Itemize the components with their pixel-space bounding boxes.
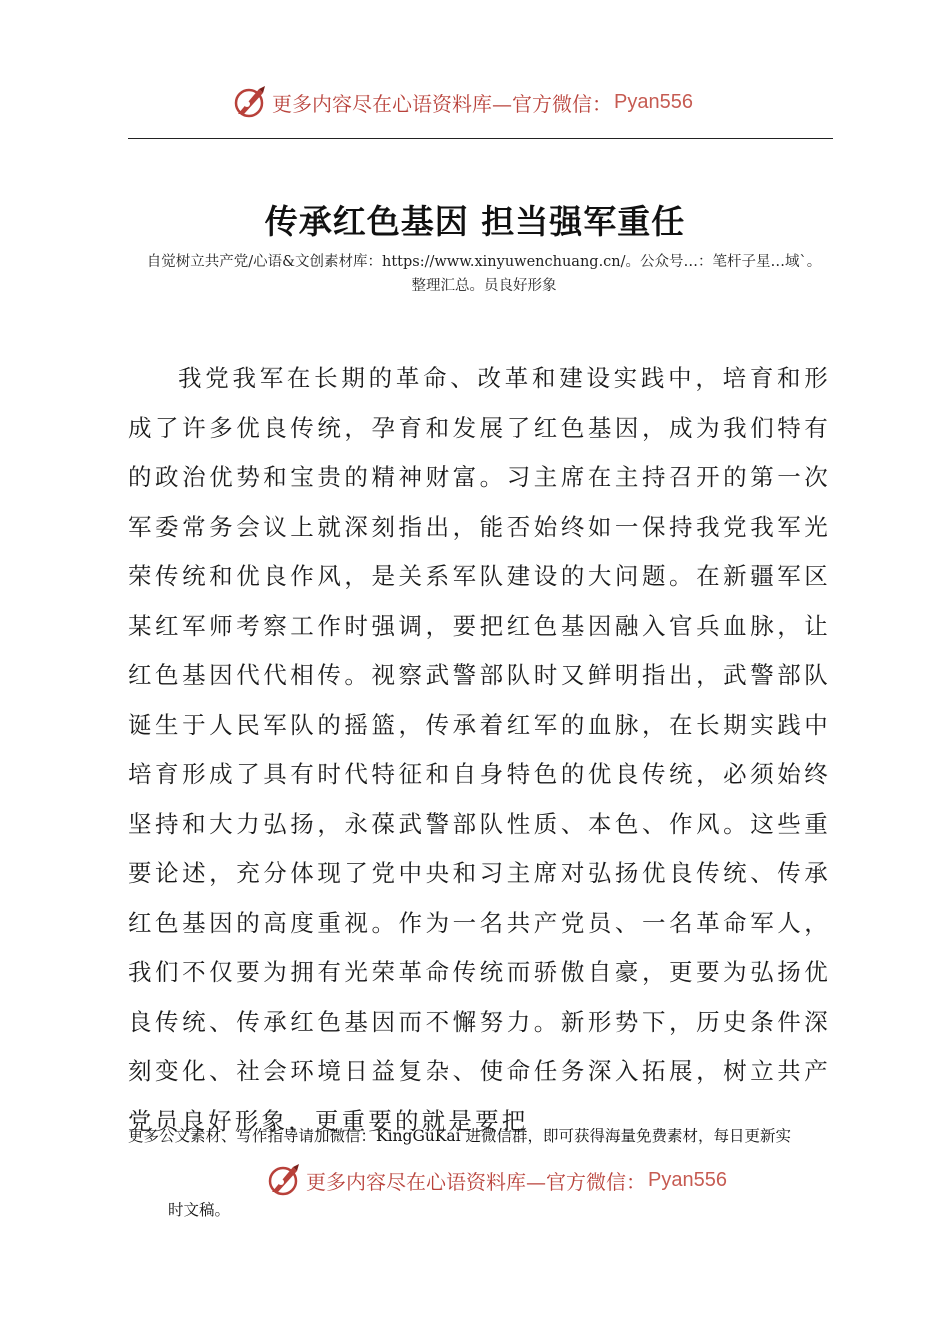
footer-note-continued: 时文稿。 — [168, 1201, 231, 1219]
footer-note: 更多公文素材、写作指导请加微信：KingGuKai 进微信群，即可获得海量免费素材，每日更新实 — [128, 1127, 792, 1145]
article-body: 我党我军在长期的革命、改革和建设实践中，培育和形成了许多优良传统，孕育和发展了红色基因，成为我们特有的政治优势和宝贵的精神财富。习主席在主持召开的第一次军委常务会议上就深刻指出，能否始终如一保持我党我军光荣传统和优良作风，是关系军队建设的大问题。在新疆军区某红军师考察工作时强调，要把红色基因融入官兵血脉，让红色基因代代相传。视察武警部队时又鲜明指出，武警部队诞生于人民军队的摇篮，传承着红军的血脉，在长期实践中培育形成了具有时代特征和自身特色的优良传统，必须始终坚持和大力弘扬，永葆武警部队性质、本色、作风。这些重要论述，充分体现了党中央和习主席对弘扬优良传统、传承红色基因的高度重视。作为一名共产党员、一名革命军人，我们不仅要为拥有光荣革命传统而骄傲自豪，更要为弘扬优良传统、传承红色基因而不懈努力。新形势下，历史条件深刻变化、社会环境日益复杂、使命任务深入拓展，树立共产党员良好形象，更重要的就是要把 — [128, 364, 831, 1135]
footer-banner — [266, 1162, 727, 1198]
header-banner — [232, 84, 693, 120]
banner-wechat-id: Pyan556 — [614, 90, 693, 113]
banner-text: 更多内容尽在心语资料库—官方微信： — [272, 91, 612, 116]
banner-wechat-id: Pyan556 — [648, 1168, 727, 1191]
quill-pen-icon — [232, 84, 268, 120]
source-line-1: 自觉树立共产党/心语&文创素材库：https://www.xinyuwenchuang.cn/。公众号…：笔杆子星…域`。 — [146, 254, 822, 270]
header-rule — [128, 138, 833, 139]
source-line — [128, 250, 840, 298]
banner-text: 更多内容尽在心语资料库—官方微信： — [306, 1169, 646, 1194]
quill-pen-icon — [266, 1162, 302, 1198]
article-title: 传承红色基因 担当强军重任 — [264, 202, 686, 241]
source-line-2: 整理汇总。员良好形象 — [411, 278, 557, 294]
